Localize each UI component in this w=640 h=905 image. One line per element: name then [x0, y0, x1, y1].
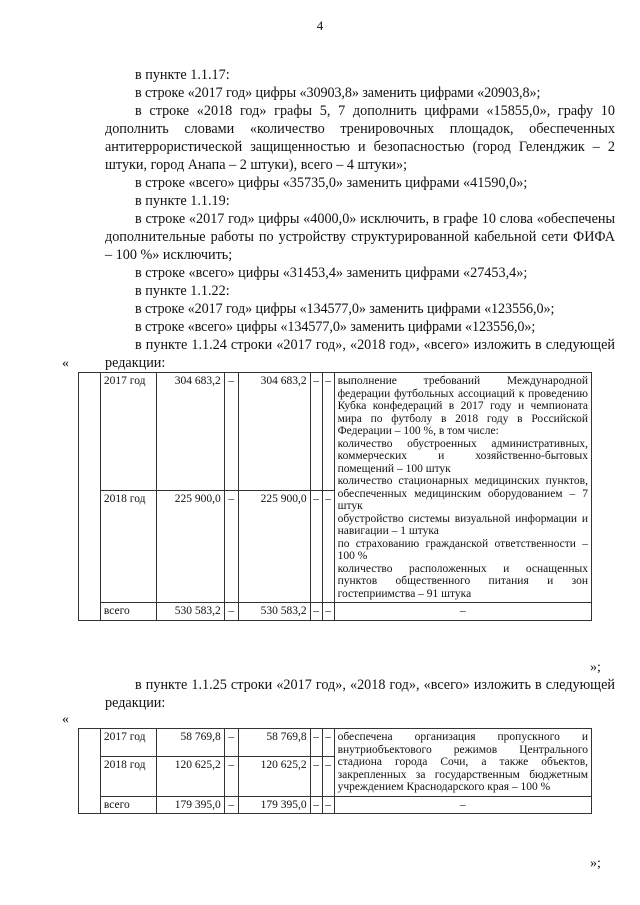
year-cell: всего [100, 603, 156, 621]
year-cell: 2017 год [100, 373, 156, 491]
quote-open-1: « [62, 356, 69, 371]
dash-cell: – [224, 796, 238, 814]
dash-cell: – [322, 729, 334, 757]
table-cell [79, 729, 101, 814]
dash-cell: – [224, 603, 238, 621]
total-cell: 225 900,0 [156, 491, 224, 603]
year-cell: 2017 год [100, 729, 156, 757]
page-number: 4 [316, 18, 324, 33]
paragraph-2: в строке «2017 год» цифры «30903,8» заменить цифрами «20903,8»; [135, 85, 541, 101]
dash-cell: – [322, 756, 334, 796]
dash-cell: – [310, 603, 322, 621]
dash-cell: – [310, 729, 322, 757]
budget-cell: 225 900,0 [238, 491, 310, 603]
table-item-1-1-25 [78, 728, 592, 814]
table-row [79, 603, 592, 621]
dash-cell: – [310, 796, 322, 814]
description-line: выполнение требований Международной федерации футбольных ассоциаций к проведению Кубка конфедераций в 2017 году и чемпионата мира по футболу в 2018 году в Российской Федерации – 100 %, в том числе: [337, 375, 588, 437]
budget-cell: 530 583,2 [238, 603, 310, 621]
description-line: по страхованию гражданской ответственности – 100 % [337, 537, 588, 562]
dash-cell: – [224, 729, 238, 757]
table-cell [79, 373, 101, 621]
total-description: – [334, 796, 591, 814]
budget-cell: 120 625,2 [238, 756, 310, 796]
total-cell: 120 625,2 [156, 756, 224, 796]
dash-cell: – [322, 796, 334, 814]
quote-close-1: »; [590, 660, 601, 675]
quote-open-2: « [62, 712, 69, 727]
total-cell: 179 395,0 [156, 796, 224, 814]
dash-cell: – [310, 373, 322, 491]
table-row [79, 796, 592, 814]
dash-cell: – [322, 603, 334, 621]
paragraph-8: в пункте 1.1.22: [135, 283, 230, 299]
year-cell: 2018 год [100, 491, 156, 603]
paragraph-1: в пункте 1.1.17: [135, 67, 230, 83]
table-row [79, 729, 592, 757]
paragraph-9: в строке «2017 год» цифры «134577,0» заменить цифрами «123556,0»; [135, 301, 555, 317]
total-cell: 530 583,2 [156, 603, 224, 621]
paragraph-5: в пункте 1.1.19: [135, 193, 230, 209]
description-line: обустройство системы визуальной информации и навигации – 1 штука [337, 512, 588, 537]
quote-close-2: »; [590, 856, 601, 871]
paragraph-4: в строке «всего» цифры «35735,0» заменить цифрами «41590,0»; [135, 175, 528, 191]
paragraph-6: в строке «2017 год» цифры «4000,0» исключить, в графе 10 слова «обеспечены дополнительные работы по устройству структурированной кабельной сети ФИФА – 100 %» исключить; [105, 211, 615, 263]
dash-cell: – [310, 756, 322, 796]
paragraph-3: в строке «2018 год» графы 5, 7 дополнить цифрами «15855,0», графу 10 дополнить словами «количество тренировочных площадок, обеспеченных антитеррористической защищенностью и безопасностью (город Геленджик – 2 штуки, город Анапа – 2 штуки), всего – 4 штуки»; [105, 103, 615, 173]
paragraph-7: в строке «всего» цифры «31453,4» заменить цифрами «27453,4»; [135, 265, 528, 281]
table-row [79, 373, 592, 491]
dash-cell: – [310, 491, 322, 603]
paragraph-10: в строке «всего» цифры «134577,0» заменить цифрами «123556,0»; [135, 319, 536, 335]
paragraph-11: в пункте 1.1.24 строки «2017 год», «2018 год», «всего» изложить в следующей редакции: [105, 337, 615, 371]
dash-cell: – [322, 373, 334, 491]
paragraph-12: в пункте 1.1.25 строки «2017 год», «2018 год», «всего» изложить в следующей редакции: [105, 677, 615, 711]
dash-cell: – [224, 373, 238, 491]
total-cell: 58 769,8 [156, 729, 224, 757]
budget-cell: 179 395,0 [238, 796, 310, 814]
result-description: обеспечена организация пропускного и внутриобъектового режимов Центрального стадиона города Сочи, а также объектов, закрепленных за государственным бюджетным учреждением Краснодарского края – 100 % [334, 729, 591, 797]
result-description [334, 373, 591, 603]
dash-cell: – [224, 491, 238, 603]
dash-cell: – [322, 491, 334, 603]
dash-cell: – [224, 756, 238, 796]
year-cell: всего [100, 796, 156, 814]
table-item-1-1-24 [78, 372, 592, 621]
budget-cell: 58 769,8 [238, 729, 310, 757]
budget-cell: 304 683,2 [238, 373, 310, 491]
description-line: количество расположенных и оснащенных пунктов общественного питания и зон гостеприимства – 91 штука [337, 562, 588, 600]
year-cell: 2018 год [100, 756, 156, 796]
total-cell: 304 683,2 [156, 373, 224, 491]
total-description: – [334, 603, 591, 621]
description-line: количество стационарных медицинских пунктов, обеспеченных медицинским оборудованием – 7 штук [337, 475, 588, 512]
description-line: количество обустроенных административных, коммерческих и хозяйственно-бытовых помещений – 100 штук [337, 437, 588, 475]
